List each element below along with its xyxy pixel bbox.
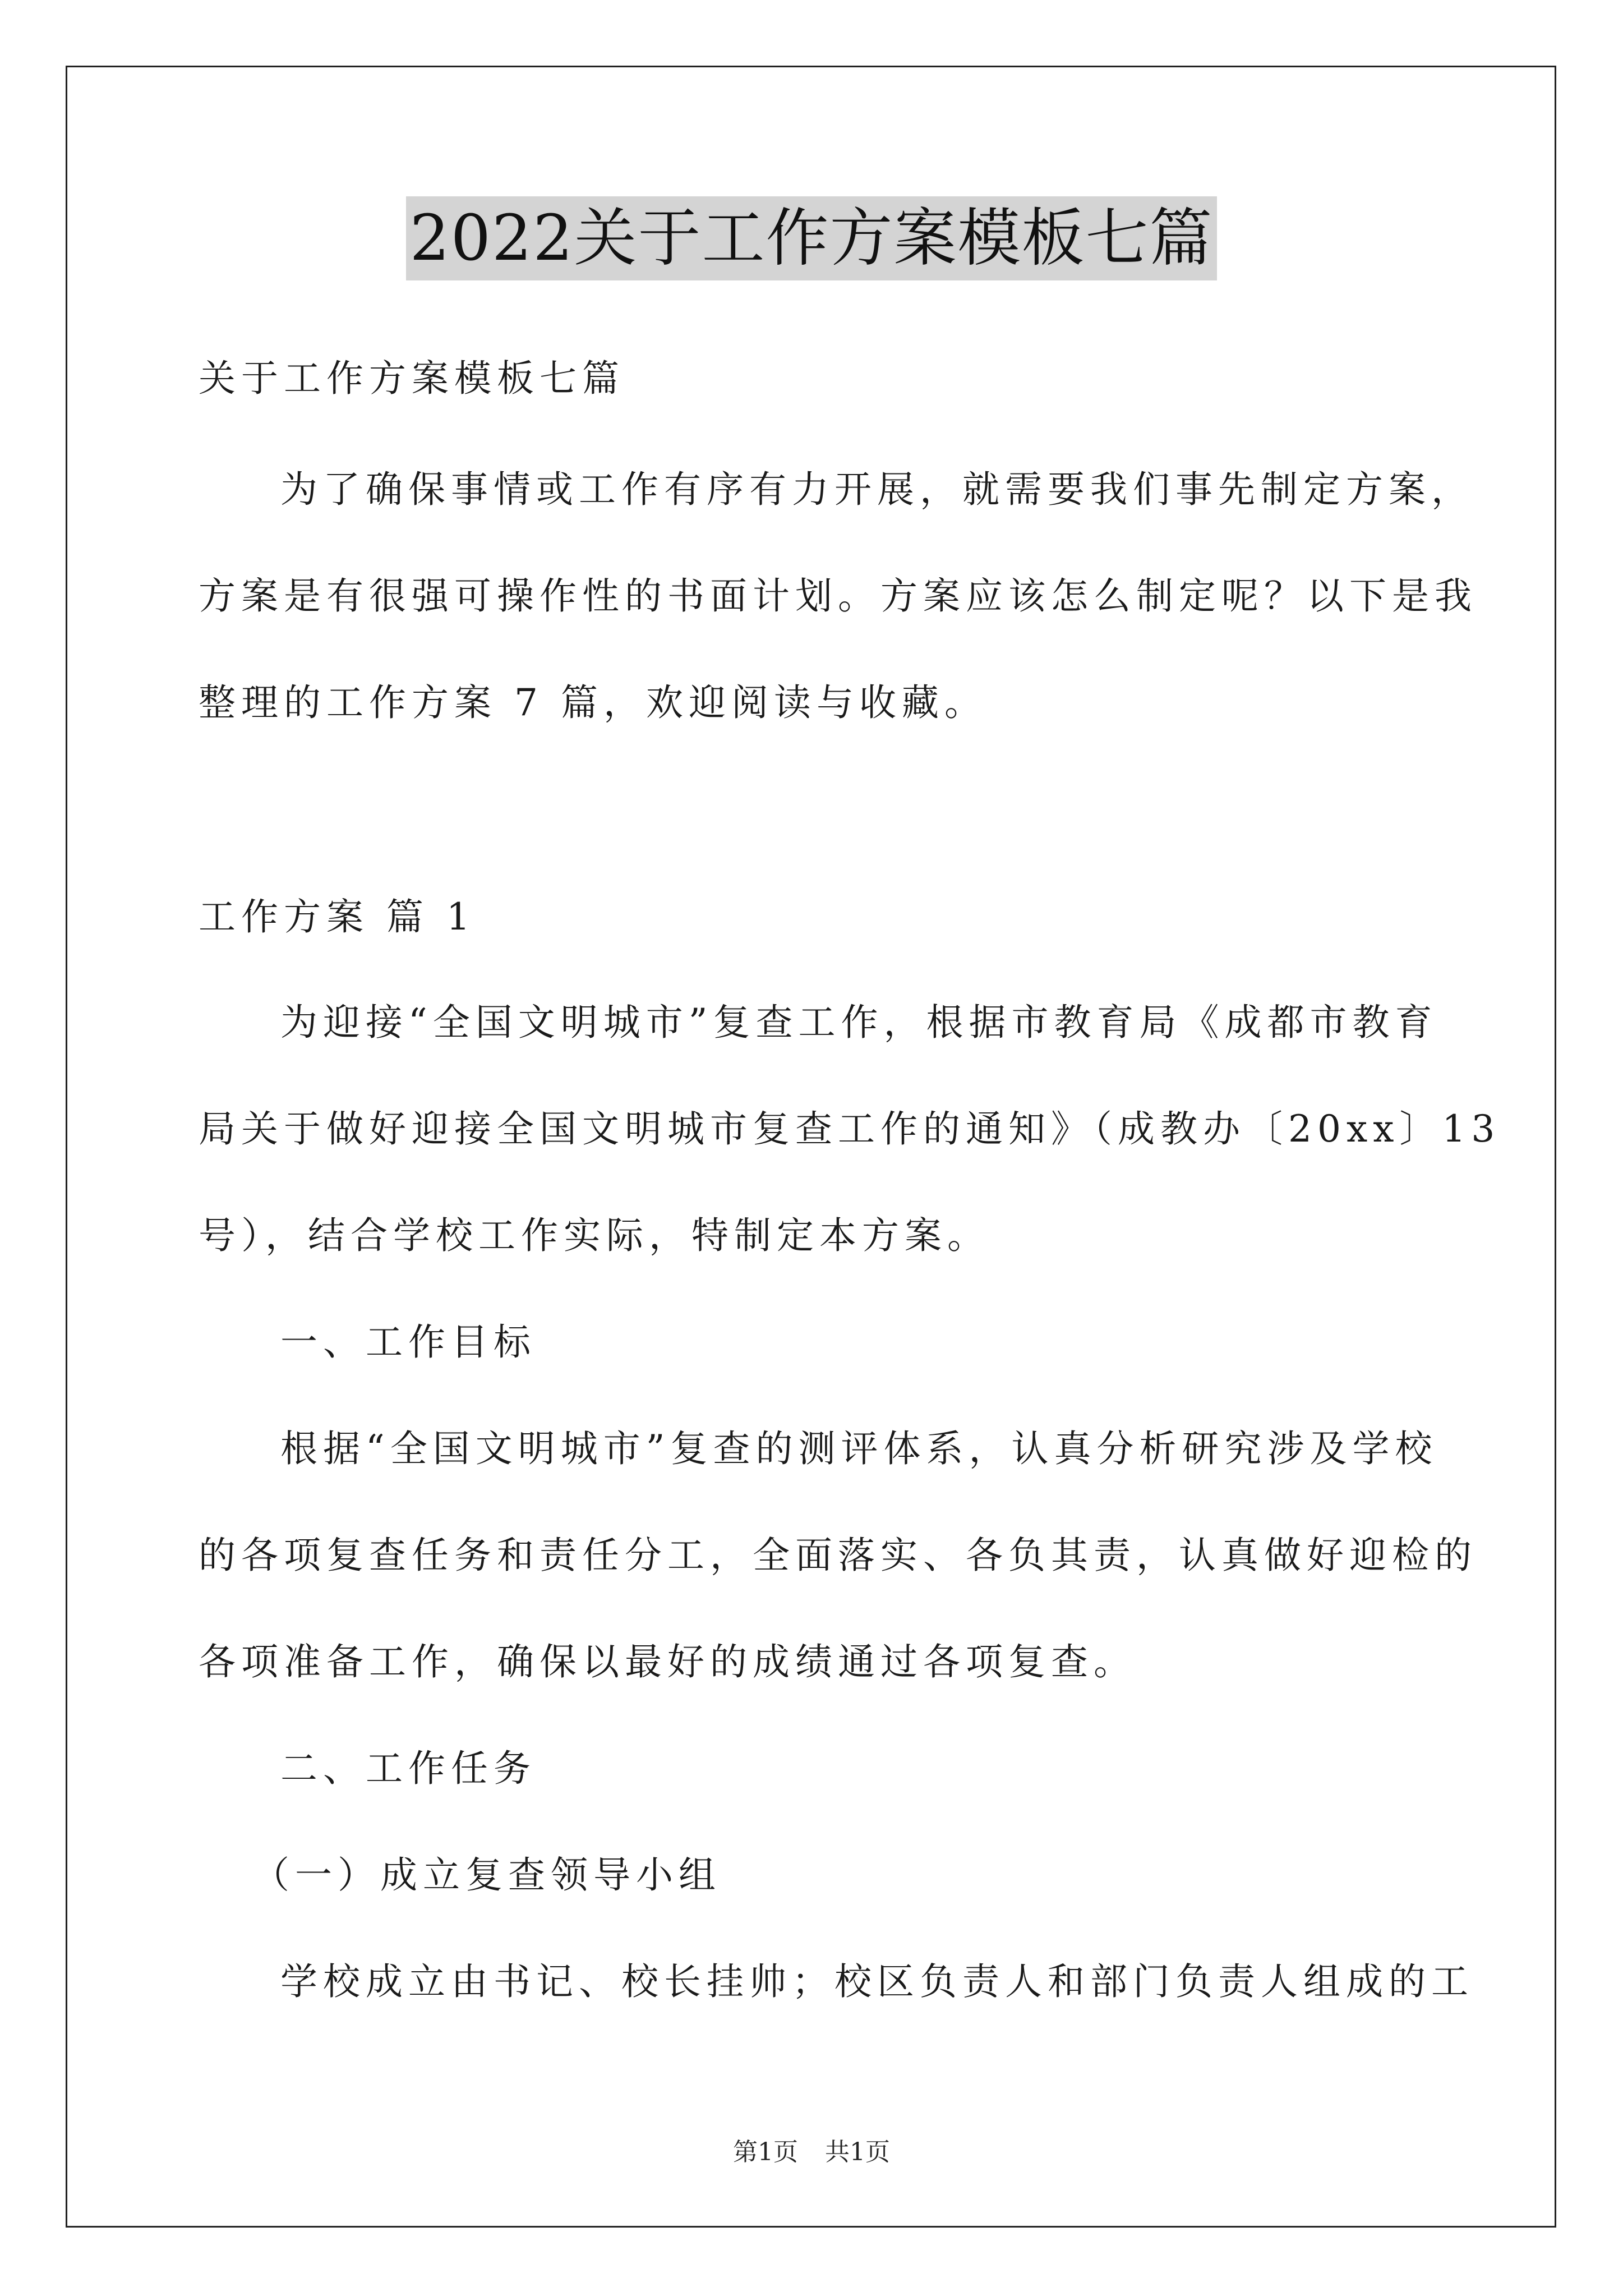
heading-goal: 一、工作目标 [280, 1320, 536, 1364]
intro-line-3: 整理的工作方案 7 篇，欢迎阅读与收藏。 [199, 681, 987, 724]
section-heading: 工作方案 篇 1 [199, 895, 476, 938]
paragraph2-line-2: 的各项复查任务和责任分工，全面落实、各负其责，认真做好迎检的 [199, 1534, 1477, 1577]
title-container [0, 196, 1623, 280]
paragraph3-line-1: 学校成立由书记、校长挂帅；校区负责人和部门负责人组成的工 [280, 1960, 1474, 2003]
page-footer [0, 2132, 1623, 2168]
paragraph1-line-1: 为迎接“全国文明城市”复查工作，根据市教育局《成都市教育 [280, 1001, 1438, 1044]
heading-tasks: 二、工作任务 [280, 1747, 536, 1790]
paragraph1-line-2: 局关于做好迎接全国文明城市复查工作的通知》（成教办〔20xx〕13 [199, 1107, 1501, 1151]
heading-sub1: （一）成立复查领导小组 [252, 1853, 721, 1897]
document-title: 2022关于工作方案模板七篇 [406, 196, 1216, 280]
paragraph2-line-1: 根据“全国文明城市”复查的测评体系，认真分析研究涉及学校 [280, 1427, 1438, 1470]
paragraph2-line-3: 各项准备工作，确保以最好的成绩通过各项复查。 [199, 1640, 1136, 1683]
intro-line-2: 方案是有很强可操作性的书面计划。方案应该怎么制定呢？以下是我 [199, 574, 1477, 618]
paragraph1-line-3: 号），结合学校工作实际，特制定本方案。 [199, 1214, 990, 1257]
page-number-current: 第1页 [733, 2138, 798, 2166]
page-number-total: 共1页 [825, 2138, 890, 2166]
intro-line-1: 为了确保事情或工作有序有力开展，就需要我们事先制定方案， [280, 468, 1474, 511]
document-subtitle: 关于工作方案模板七篇 [199, 357, 625, 400]
